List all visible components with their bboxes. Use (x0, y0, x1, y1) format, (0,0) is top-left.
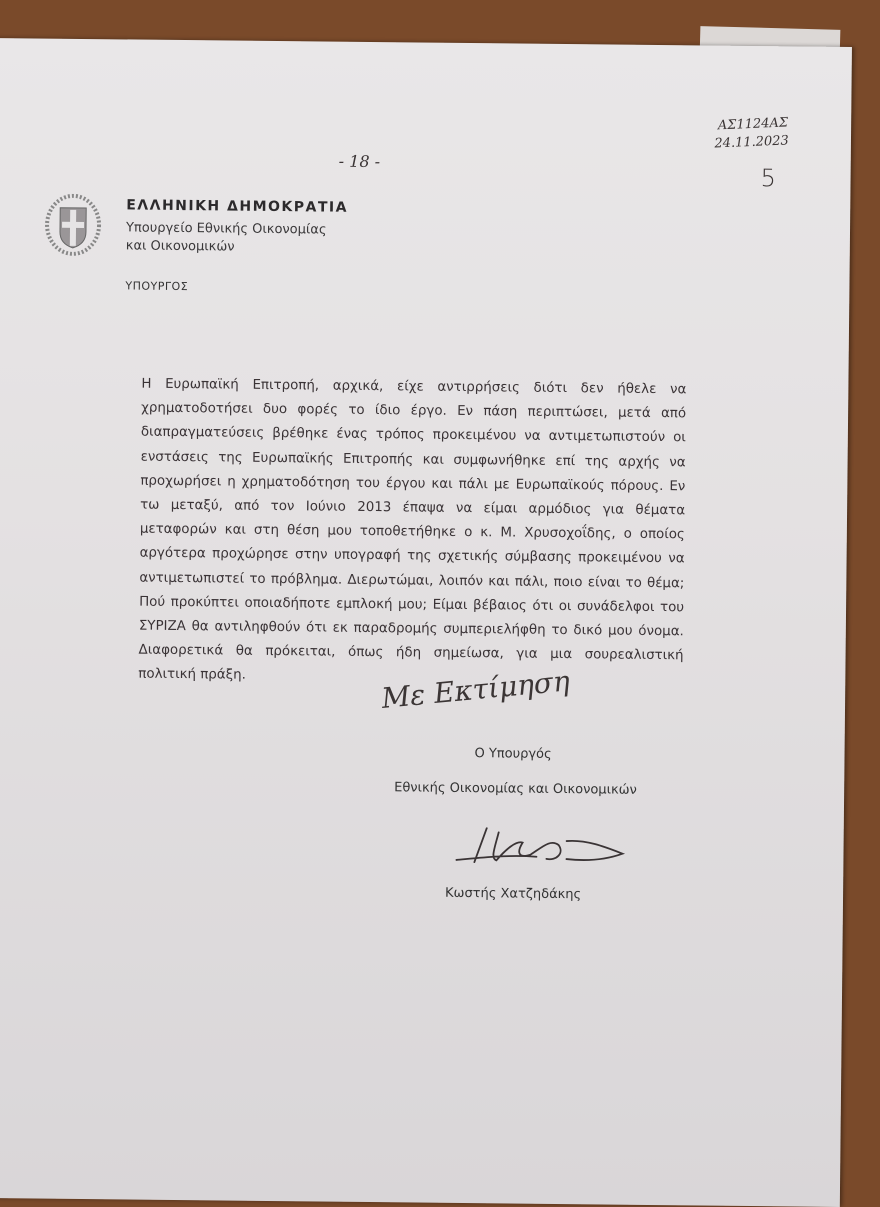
handwritten-closing: Με Εκτίμηση (380, 664, 572, 715)
greek-coat-of-arms-icon (44, 194, 103, 257)
body-line: αργότερα προχώρησε στην υπογραφή της σχετικής σύμβασης προκειμένου να (139, 546, 685, 567)
body-line: ενστάσεις της Ευρωπαϊκής Επιτροπής και συμφωνήθηκε επί της αρχής να (140, 449, 686, 470)
signature-icon (446, 818, 632, 875)
body-line: χρηματοδοτήσει δυο φορές το ίδιο έργο. Εν πάση περιπτώσει, μετά από (141, 400, 687, 422)
body-line: Διαφορετικά θα πρόκειται, όπως ήδη σημείωσα, για μια σουρεαλιστική (138, 642, 684, 664)
signatory-ministry: Εθνικής Οικονομίας και Οικονομικών (394, 780, 637, 798)
role-label: ΥΠΟΥΡΓΟΣ (125, 279, 189, 294)
body-line: μεταφορών και στη θέση μου τοποθετήθηκε ο κ. Μ. Χρυσοχοΐδης, ο οποίος (139, 521, 685, 543)
page-number: 5 (760, 164, 777, 193)
body-line: διαπραγματεύσεις βρέθηκε ένας τρόπος προκειμένου να αντιμετωπιστούν οι (140, 425, 686, 446)
body-line: πολιτική πράξη. (138, 667, 246, 684)
body-line: Πού προκύπτει οποιαδήποτε εμπλοκή μου; Είμαι βέβαιος ότι οι συνάδελφοι του (139, 594, 685, 616)
republic-heading: ΕΛΛΗΝΙΚΗ ΔΗΜΟΚΡΑΤΙΑ (126, 197, 349, 216)
body-line: Η Ευρωπαϊκή Επιτροπή, αρχικά, είχε αντιρρήσεις διότι δεν ήθελε να (141, 376, 687, 398)
ministry-name (126, 219, 327, 257)
ministry-line-1: Υπουργείο Εθνικής Οικονομίας (125, 220, 327, 238)
signatory-title: Ο Υπουργός (474, 746, 552, 762)
page-marker: - 18 - (338, 151, 381, 172)
letter-body (138, 373, 686, 693)
body-line: τω μεταξύ, από τον Ιούνιο 2013 έπαψα να είμαι αρμόδιος για θέματα (140, 497, 686, 519)
signatory-name: Κωστής Χατζηδάκης (444, 885, 582, 903)
reference-date: 24.11.2023 (714, 133, 790, 152)
body-line: ΣΥΡΙΖΑ θα αντιληφθούν ότι εκ παραδρομής συμπεριελήφθη το δικό μου όνομα. (138, 618, 684, 640)
ministry-line-2: και Οικονομικών (125, 238, 235, 255)
reference-annotation (713, 114, 789, 153)
body-line: αντιμετωπιστεί το πρόβλημα. Διερωτώμαι, λοιπόν και πάλι, ποιο είναι το θέμα; (139, 570, 685, 591)
document-page (0, 38, 852, 1207)
body-line: προχωρήσει η χρηματοδότηση του έργου και πάλι με Ευρωπαϊκούς πόρους. Εν (140, 473, 686, 495)
reference-number: ΑΣ1124ΑΣ (717, 115, 789, 134)
